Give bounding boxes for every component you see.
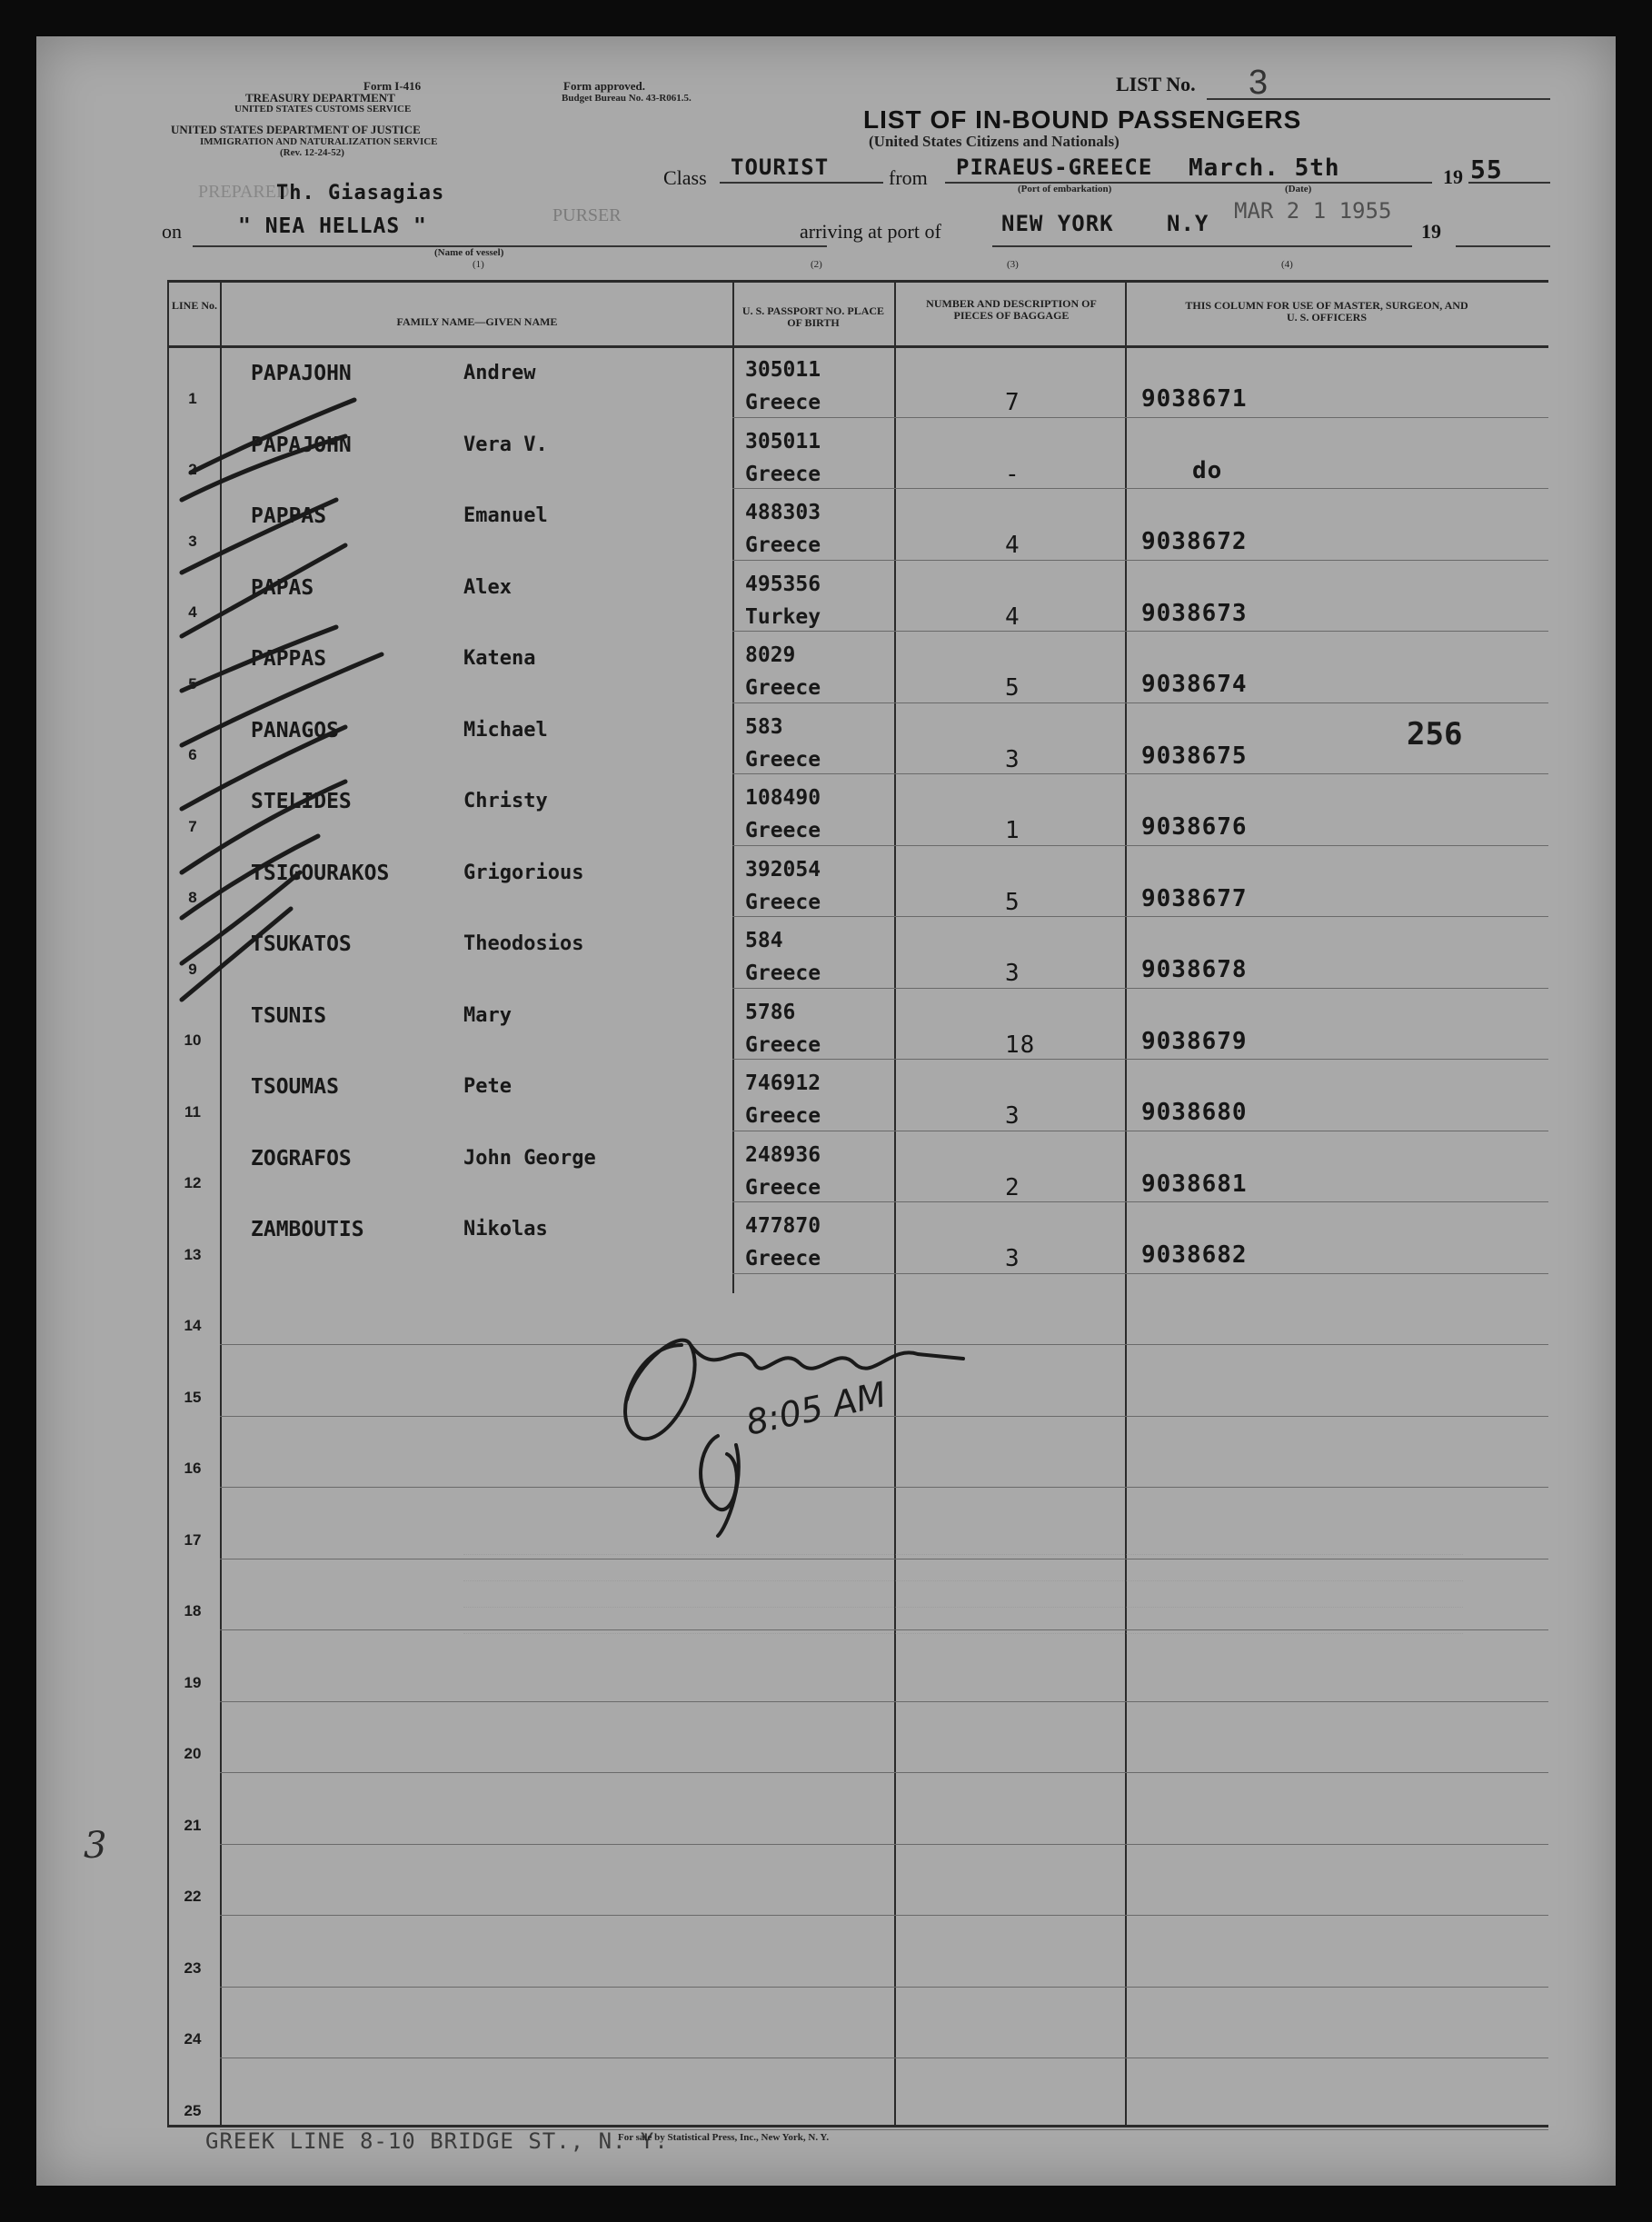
line-number: 25	[184, 2101, 202, 2119]
given-name: Michael	[463, 718, 548, 742]
baggage-count: 3	[1005, 960, 1020, 987]
baggage-count: 3	[1005, 1245, 1020, 1272]
given-name: Emanuel	[463, 504, 548, 527]
officer-number: 9038676	[1141, 813, 1248, 841]
list-number: 3	[1249, 64, 1269, 102]
baggage-count: 2	[1005, 1173, 1020, 1201]
row-rule	[732, 773, 1548, 774]
place-of-birth: Greece	[745, 391, 821, 414]
from-label: from	[889, 166, 928, 189]
family-name: PANAGOS	[251, 718, 339, 742]
page-title: LIST OF IN-BOUND PASSENGERS	[863, 105, 1302, 134]
place-of-birth: Greece	[745, 747, 821, 772]
check-marks	[154, 364, 427, 1109]
col-number-4: (4)	[1281, 259, 1293, 270]
list-number-line	[1207, 98, 1550, 100]
place-of-birth: Greece	[745, 462, 821, 486]
line-number: 23	[184, 1958, 202, 1977]
handwritten-time: 8:05 AM	[742, 1374, 891, 1443]
passport-number: 584	[745, 929, 783, 952]
side-mark: 3	[84, 1825, 107, 1867]
baggage-count: 4	[1005, 603, 1020, 631]
class-line	[720, 182, 883, 184]
class-label: Class	[663, 166, 707, 189]
place-of-birth: Greece	[745, 1175, 821, 1200]
page-subtitle: (United States Citizens and Nationals)	[869, 133, 1120, 150]
justice-label: UNITED STATES DEPARTMENT OF JUSTICE	[171, 123, 421, 136]
row-rule	[732, 1059, 1548, 1060]
given-name: Katena	[463, 647, 536, 670]
embarkation-date: March. 5th	[1189, 154, 1340, 182]
place-of-birth: Greece	[745, 962, 821, 985]
passport-number: 488303	[745, 501, 821, 524]
passport-header: U. S. PASSPORT NO. PLACE OF BIRTH	[741, 304, 885, 329]
family-name: TSUKATOS	[251, 932, 352, 956]
line-number: 18	[184, 1602, 202, 1619]
line-number: 17	[184, 1530, 202, 1549]
place-of-birth: Greece	[745, 676, 821, 700]
officer-number: 9038679	[1141, 1027, 1248, 1055]
given-name: Alex	[463, 575, 512, 599]
baggage-count: 5	[1005, 674, 1020, 702]
family-name: TSOUMAS	[251, 1075, 339, 1099]
baggage-header: NUMBER AND DESCRIPTION OF PIECES OF BAGGAGE	[926, 297, 1097, 322]
year-line	[1468, 182, 1550, 184]
row-rule	[732, 845, 1548, 846]
row-rule	[732, 916, 1548, 917]
line-no-header: LINE No.	[171, 299, 217, 312]
ins-label: IMMIGRATION AND NATURALIZATION SERVICE	[200, 136, 438, 147]
officer-number: 9038678	[1141, 956, 1248, 983]
place-of-birth: Greece	[745, 533, 821, 557]
year2-prefix: 19	[1421, 220, 1441, 243]
row-rule	[220, 1987, 1548, 1988]
arrival-port: NEW YORK	[1001, 211, 1114, 236]
row-rule	[220, 1701, 1548, 1702]
officer-number: 9038682	[1141, 1241, 1248, 1269]
line-number: 15	[184, 1388, 202, 1406]
name-header: FAMILY NAME—GIVEN NAME	[396, 315, 558, 328]
family-name: PAPPAS	[251, 504, 327, 528]
line-number: 4	[188, 603, 197, 621]
list-number-label: LIST No.	[1116, 73, 1196, 95]
passport-number: 477870	[745, 1214, 821, 1238]
line-number: 5	[188, 674, 197, 693]
place-of-birth: Greece	[745, 1247, 821, 1270]
prepared-label: PREPARED	[198, 182, 290, 202]
family-name: STELIDES	[251, 790, 352, 813]
line-number: 11	[184, 1102, 201, 1121]
passport-number: 495356	[745, 572, 821, 596]
col-number-3: (3)	[1007, 259, 1019, 270]
line-number: 7	[188, 817, 197, 835]
col-number-1: (1)	[473, 259, 484, 270]
row-rule	[732, 488, 1548, 489]
baggage-col-divider	[1125, 280, 1127, 2125]
row-rule	[732, 702, 1548, 703]
given-name: Mary	[463, 1003, 512, 1027]
treasury-label: TREASURY DEPARTMENT	[245, 91, 395, 105]
family-name: ZOGRAFOS	[251, 1146, 352, 1171]
line-number: 21	[184, 1816, 202, 1834]
line-number: 20	[184, 1745, 202, 1762]
date-caption: (Date)	[1285, 184, 1312, 194]
row-rule	[220, 1844, 1548, 1845]
line-number: 13	[184, 1245, 202, 1263]
line-number: 12	[184, 1174, 202, 1191]
given-name: Pete	[463, 1075, 512, 1098]
place-of-birth: Greece	[745, 1032, 821, 1057]
line-number: 9	[188, 960, 197, 978]
line-number: 10	[184, 1031, 202, 1049]
form-approved: Form approved.	[563, 79, 646, 93]
officers-header: THIS COLUMN FOR USE OF MASTER, SURGEON, AND U. S. OFFICERS	[1185, 299, 1468, 324]
family-name: TSUNIS	[251, 1003, 327, 1028]
row-rule	[732, 417, 1548, 418]
given-name: Christy	[463, 790, 548, 812]
passport-number: 8029	[745, 643, 796, 667]
row-rule	[220, 1772, 1548, 1773]
officer-number: 9038673	[1141, 599, 1248, 627]
place-of-birth: Greece	[745, 890, 821, 914]
baggage-count: 3	[1005, 1102, 1020, 1130]
line-number: 6	[188, 746, 197, 763]
line-number: 22	[184, 1888, 202, 1905]
passport-number: 746912	[745, 1071, 821, 1095]
port-caption: (Port of embarkation)	[1018, 184, 1112, 194]
customs-label: UNITED STATES CUSTOMS SERVICE	[234, 104, 412, 115]
place-of-birth: Greece	[745, 1104, 821, 1128]
year2-line	[1456, 245, 1550, 247]
given-name: Grigorious	[463, 861, 584, 884]
table-bottom-border	[167, 2125, 1548, 2127]
passport-number: 392054	[745, 857, 821, 882]
margin-note: 256	[1407, 716, 1463, 752]
passport-number: 5786	[745, 1000, 796, 1024]
officer-number: 9038674	[1141, 671, 1248, 698]
embarkation-port: PIRAEUS-GREECE	[956, 154, 1153, 180]
baggage-count: 1	[1005, 817, 1020, 844]
given-name: Theodosios	[463, 932, 584, 955]
row-rule	[732, 988, 1548, 989]
arrival-line	[992, 245, 1412, 247]
baggage-count: 3	[1005, 745, 1020, 773]
line-number: 1	[188, 389, 197, 407]
family-name: PAPAJOHN	[251, 433, 352, 457]
baggage-count: 4	[1005, 532, 1020, 559]
officer-number: do	[1192, 456, 1223, 484]
arrival-date-stamp: MAR 2 1 1955	[1234, 198, 1392, 224]
row-rule	[732, 560, 1548, 561]
given-name: Vera V.	[463, 433, 548, 456]
purser-label: PURSER	[552, 205, 622, 225]
family-name: PAPAJOHN	[251, 362, 352, 385]
officer-number: 9038677	[1141, 884, 1248, 912]
family-name: TSIGOURAKOS	[251, 861, 390, 885]
form-number: Form I-416	[363, 79, 422, 93]
place-of-birth: Greece	[745, 819, 821, 842]
vessel-line	[193, 245, 827, 247]
passport-number: 108490	[745, 786, 821, 810]
officer-number: 9038672	[1141, 528, 1248, 555]
given-name: Andrew	[463, 362, 536, 384]
budget-bureau: Budget Bureau No. 43-R061.5.	[562, 93, 692, 104]
passport-number: 583	[745, 714, 783, 739]
row-rule	[732, 631, 1548, 632]
officer-number: 9038681	[1141, 1170, 1248, 1198]
line-number: 24	[184, 2030, 202, 2048]
on-label: on	[162, 220, 182, 243]
baggage-count: 5	[1005, 888, 1020, 916]
footer-stamp: GREEK LINE 8-10 BRIDGE ST., N. Y.	[205, 2128, 669, 2154]
row-rule	[732, 1273, 1548, 1274]
line-number: 2	[188, 461, 197, 478]
passport-number: 305011	[745, 429, 821, 453]
baggage-count: 18	[1005, 1031, 1036, 1059]
table-top-border	[167, 280, 1548, 283]
vessel-name: " NEA HELLAS "	[238, 214, 427, 238]
officer-number: 9038671	[1141, 385, 1248, 413]
family-name: ZAMBOUTIS	[251, 1218, 364, 1241]
officer-number: 9038675	[1141, 742, 1248, 770]
line-number: 8	[188, 889, 197, 906]
officer-number: 9038680	[1141, 1099, 1248, 1126]
line-number: 16	[184, 1460, 202, 1477]
year-prefix: 19	[1443, 165, 1463, 188]
bleed-through-text	[463, 1527, 1463, 1699]
given-name: Nikolas	[463, 1218, 548, 1241]
rev-label: (Rev. 12-24-52)	[280, 147, 344, 158]
table-header-border	[167, 345, 1548, 348]
col-number-2: (2)	[811, 259, 822, 270]
passport-number: 248936	[745, 1142, 821, 1167]
baggage-count: -	[1005, 460, 1020, 488]
prepared-by: Th. Giasagias	[276, 182, 445, 204]
form-page	[36, 36, 1616, 2186]
place-of-birth: Turkey	[745, 604, 821, 629]
name-col-divider	[732, 280, 734, 1293]
family-name: PAPAS	[251, 575, 314, 600]
line-number: 14	[184, 1317, 202, 1334]
row-rule	[732, 1201, 1548, 1202]
passport-col-divider	[894, 280, 896, 2125]
class-value: TOURIST	[731, 154, 830, 180]
arrival-state: N.Y	[1167, 211, 1209, 236]
vessel-caption: (Name of vessel)	[434, 247, 504, 258]
row-rule	[220, 1915, 1548, 1916]
family-name: PAPPAS	[251, 647, 327, 671]
passport-number: 305011	[745, 358, 821, 382]
baggage-count: 7	[1005, 389, 1020, 416]
year-value: 55	[1470, 154, 1503, 184]
line-number: 19	[184, 1673, 202, 1691]
line-number: 3	[188, 532, 197, 550]
given-name: John George	[463, 1146, 596, 1170]
printer-note: For sale by Statistical Press, Inc., New York, N. Y.	[618, 2132, 830, 2143]
arriving-label: arriving at port of	[800, 220, 941, 243]
